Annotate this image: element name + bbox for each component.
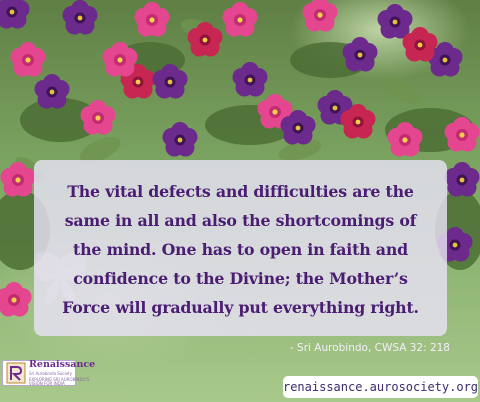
logo-strip: EXPLORING SRI AUROBINDO'S VISION FOR INDIA xyxy=(29,376,90,386)
logo-name: Renaissance xyxy=(29,359,96,371)
website-link[interactable]: renaissance.aurosociety.org xyxy=(283,376,478,398)
quote-line: the mind. One has to open in faith and xyxy=(73,239,408,259)
quote-line: Force will gradually put everything right. xyxy=(62,297,419,317)
quote-line: The vital defects and difficulties are the xyxy=(67,181,414,201)
renaissance-logo xyxy=(2,359,96,386)
logo-emblem-icon xyxy=(6,362,26,384)
attribution: - Sri Aurobindo, CWSA 32: 218 xyxy=(289,342,450,354)
logo-tagline: Sri Aurobindo Society xyxy=(29,370,72,376)
quote-box xyxy=(34,160,447,336)
quote-line: confidence to the Divine; the Mother’s xyxy=(73,268,408,288)
quote-line: same in all and also the shortcomings of xyxy=(64,210,417,230)
